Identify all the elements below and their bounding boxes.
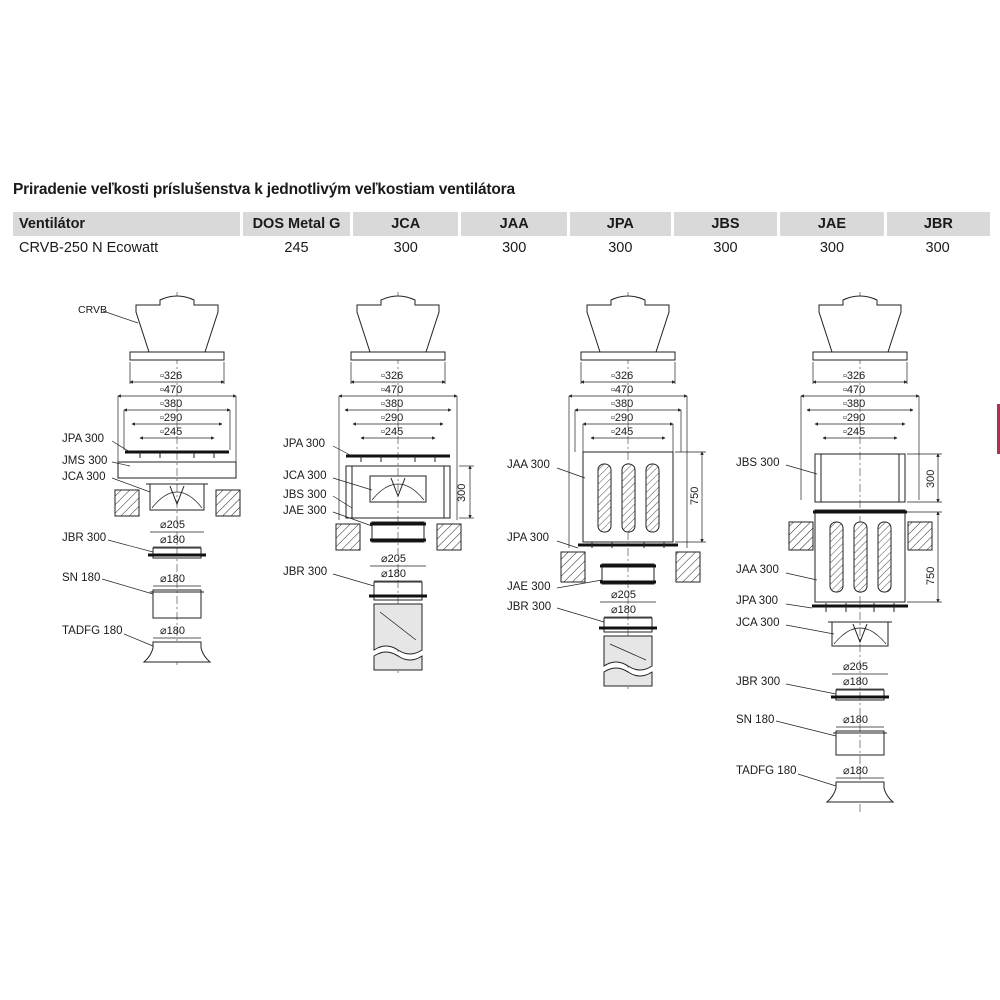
- label-tadfg: TADFG 180: [736, 765, 797, 777]
- label-jbr: JBR 300: [62, 532, 107, 544]
- col-header-dos: DOS Metal G: [242, 212, 352, 236]
- dim-470: ▫470: [843, 384, 866, 396]
- diagram-2: [283, 292, 474, 675]
- roof-right: [676, 552, 700, 582]
- dim-326: ▫326: [843, 370, 866, 382]
- dim-180: ⌀180: [381, 568, 406, 580]
- label-sn: SN 180: [62, 572, 101, 584]
- dim-326: ▫326: [160, 370, 183, 382]
- dim-290: ▫290: [843, 412, 866, 424]
- tadfg-cap: [144, 642, 210, 662]
- dim-290: ▫290: [611, 412, 634, 424]
- cell-jbs: 300: [713, 240, 738, 256]
- fan-base: [813, 352, 907, 360]
- dim-326: ▫326: [381, 370, 404, 382]
- duct: [374, 604, 422, 654]
- fan-body: [357, 296, 439, 352]
- dim-380: ▫380: [160, 398, 183, 410]
- dim-290: ▫290: [381, 412, 404, 424]
- dim-380: ▫380: [611, 398, 634, 410]
- dim-205: ⌀205: [381, 553, 406, 565]
- roof-right: [437, 524, 461, 550]
- label-jca: JCA 300: [62, 471, 106, 483]
- cell-jca: 300: [393, 240, 418, 256]
- label-jca: JCA 300: [736, 617, 780, 629]
- dim-245: ▫245: [611, 426, 634, 438]
- col-header-jbr: JBR: [885, 212, 990, 236]
- dim-180-b: ⌀180: [160, 573, 185, 585]
- dim-180-c: ⌀180: [843, 765, 868, 777]
- label-crvb: CRVB: [78, 304, 107, 316]
- dim-380: ▫380: [843, 398, 866, 410]
- cell-jaa: 300: [502, 240, 527, 256]
- label-jbs: JBS 300: [283, 489, 327, 501]
- dim-380: ▫380: [381, 398, 404, 410]
- dim-326: ▫326: [611, 370, 634, 382]
- dim-470: ▫470: [381, 384, 404, 396]
- dim-180-a: ⌀180: [843, 676, 868, 688]
- col-header-jca: JCA: [352, 212, 460, 236]
- fan-body: [136, 296, 218, 352]
- label-jpa: JPA 300: [62, 433, 104, 445]
- dim-180-a: ⌀180: [160, 534, 185, 546]
- diagram-4: [736, 292, 942, 815]
- dim-300: 300: [925, 469, 937, 488]
- dim-180-c: ⌀180: [160, 625, 185, 637]
- col-header-jae: JAE: [779, 212, 885, 236]
- dim-180: ⌀180: [611, 604, 636, 616]
- label-jbr: JBR 300: [507, 601, 552, 613]
- label-jpa: JPA 300: [736, 595, 778, 607]
- dim-750: 750: [925, 566, 937, 585]
- dim-205: ⌀205: [611, 589, 636, 601]
- dim-205-a: ⌀205: [160, 519, 185, 531]
- tadfg-cap: [827, 782, 893, 802]
- page-title: Priradenie veľkosti príslušenstva k jednotlivým veľkostiam ventilátora: [13, 181, 515, 198]
- diagram-3: [507, 292, 706, 690]
- dim-245: ▫245: [381, 426, 404, 438]
- cell-fan: CRVB-250 N Ecowatt: [19, 240, 159, 256]
- label-jae: JAE 300: [507, 581, 551, 593]
- label-jpa: JPA 300: [507, 532, 549, 544]
- label-sn: SN 180: [736, 714, 775, 726]
- fan-base: [351, 352, 445, 360]
- fan-body: [819, 296, 901, 352]
- label-jbs: JBS 300: [736, 457, 780, 469]
- dim-750: 750: [689, 486, 701, 505]
- roof-left: [789, 522, 813, 550]
- dim-180-b: ⌀180: [843, 714, 868, 726]
- dim-205: ⌀205: [843, 661, 868, 673]
- dim-245: ▫245: [843, 426, 866, 438]
- fan-base: [130, 352, 224, 360]
- dim-290: ▫290: [160, 412, 183, 424]
- roof-left: [115, 490, 139, 516]
- dim-300: 300: [456, 483, 468, 502]
- dim-470: ▫470: [611, 384, 634, 396]
- dim-245: ▫245: [160, 426, 183, 438]
- diagram-1: [62, 292, 240, 665]
- roof-left: [561, 552, 585, 582]
- jbs-box: [815, 454, 905, 502]
- dim-470: ▫470: [160, 384, 183, 396]
- label-jpa: JPA 300: [283, 438, 325, 450]
- label-tadfg: TADFG 180: [62, 625, 123, 637]
- label-jms: JMS 300: [62, 455, 108, 467]
- cell-jpa: 300: [608, 240, 633, 256]
- label-jaa: JAA 300: [736, 564, 779, 576]
- label-jbr: JBR 300: [736, 676, 781, 688]
- col-header-jbs: JBS: [672, 212, 778, 236]
- duct: [604, 636, 652, 670]
- roof-left: [336, 524, 360, 550]
- label-jaa: JAA 300: [507, 459, 550, 471]
- label-jca: JCA 300: [283, 470, 327, 482]
- roof-right: [908, 522, 932, 550]
- roof-right: [216, 490, 240, 516]
- cell-jae: 300: [819, 240, 845, 256]
- col-header-jpa: JPA: [568, 212, 672, 236]
- col-header-jaa: JAA: [460, 212, 568, 236]
- col-header-fan: Ventilátor: [13, 212, 242, 236]
- label-jbr: JBR 300: [283, 566, 328, 578]
- cell-jbr: 300: [925, 240, 950, 256]
- fan-base: [581, 352, 675, 360]
- label-jae: JAE 300: [283, 505, 327, 517]
- cell-dos: 245: [284, 240, 309, 256]
- fan-body: [587, 296, 669, 352]
